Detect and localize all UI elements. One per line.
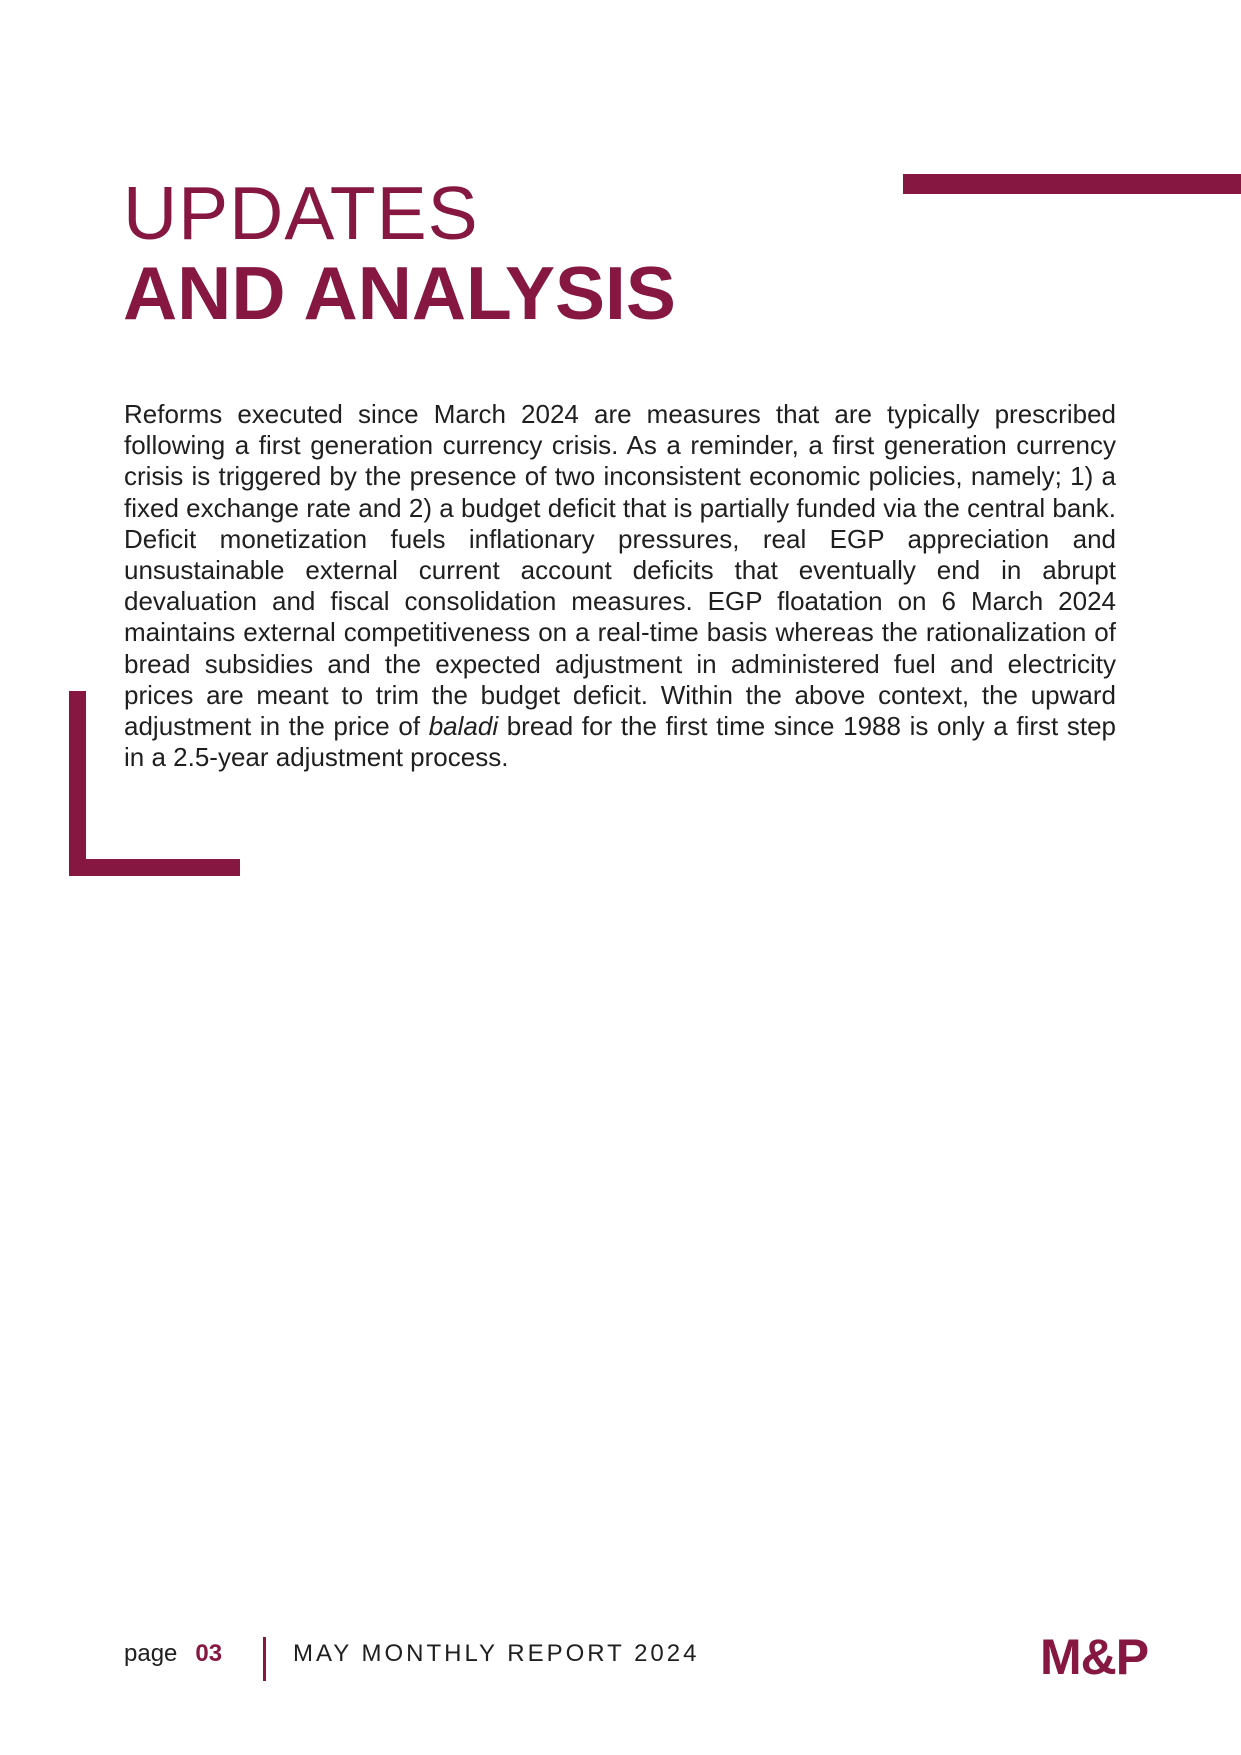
footer-page-indicator bbox=[124, 1640, 222, 1668]
page-title-line1: UPDATES bbox=[123, 171, 479, 255]
footer-divider bbox=[263, 1637, 266, 1681]
body-paragraph-part2: bread for the first time since 1988 is only a first step in a 2.5-year adjustment process. bbox=[124, 711, 1117, 773]
body-paragraph bbox=[124, 399, 1116, 773]
body-paragraph-part1: Reforms executed since March 2024 are measures that are typically prescribed following a first generation currency crisis. As a reminder, a first generation currency crisis is triggered by the presence of two inconsistent economic policies, namely; 1) a fixed exchange rate and 2) a budget deficit that is partially funded via the central bank. Deficit monetization fuels inflationary pressures, real EGP appreciation and unsustainable external current account deficits that eventually end in abrupt devaluation and fiscal consolidation measures. EGP floatation on 6 March 2024 maintains external competitiveness on a real-time basis whereas the rationalization of bread subsidies and the expected adjustment in administered fuel and electricity prices are meant to trim the budget deficit. Within the above context, the upward adjustment in the price of bbox=[124, 399, 1116, 742]
bracket-decoration-horizontal bbox=[69, 859, 240, 876]
footer-report-title: MAY MONTHLY REPORT 2024 bbox=[293, 1640, 700, 1667]
top-accent-bar bbox=[903, 174, 1241, 194]
company-logo: M&P bbox=[1040, 1629, 1149, 1685]
page-title bbox=[123, 171, 676, 335]
bracket-decoration-vertical bbox=[69, 691, 86, 876]
body-paragraph-italic: baladi bbox=[428, 711, 499, 742]
footer-page-label: page bbox=[124, 1640, 178, 1667]
footer-page-number: 03 bbox=[195, 1640, 223, 1667]
page-title-line2: AND ANALYSIS bbox=[123, 251, 676, 335]
